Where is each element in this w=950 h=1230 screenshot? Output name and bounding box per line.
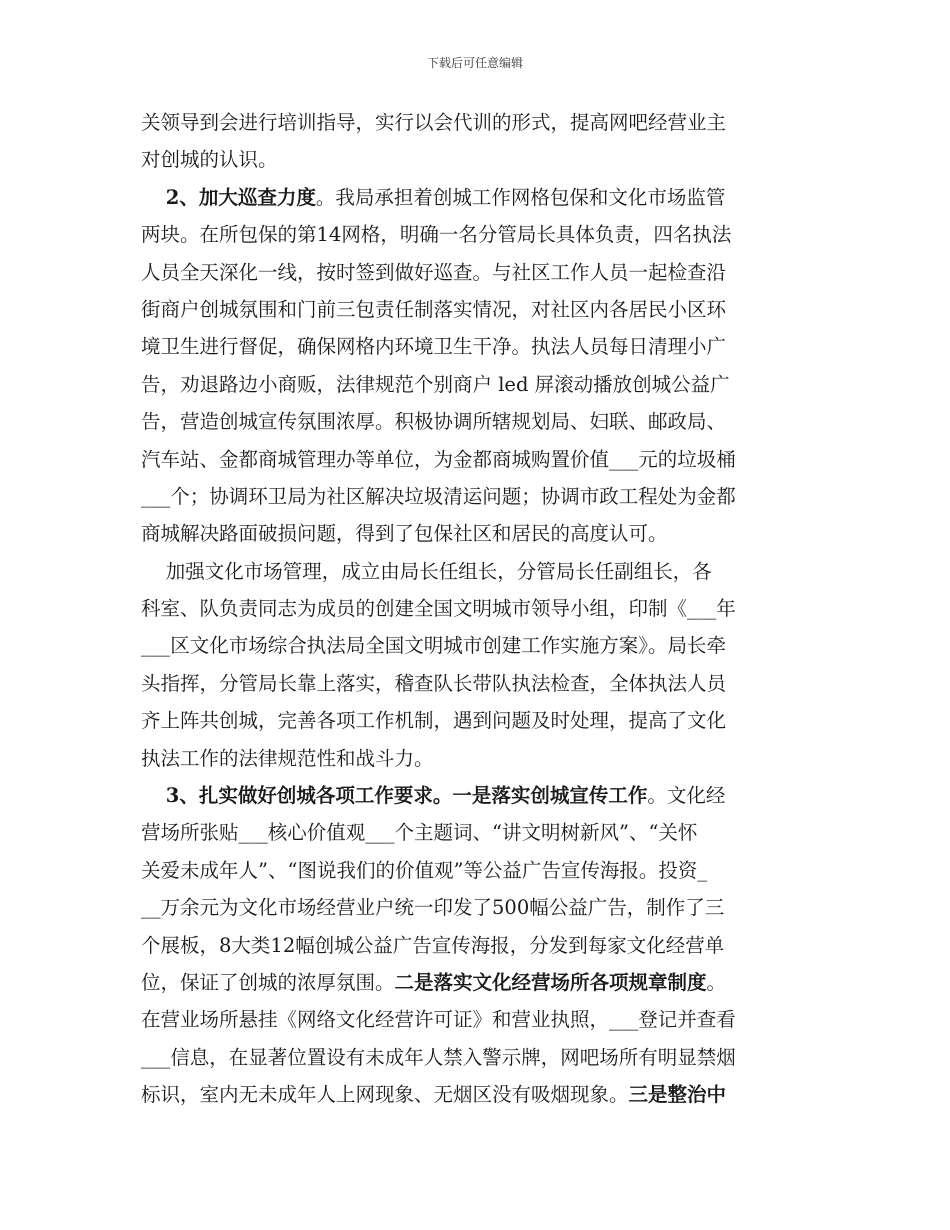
body-text: 。我局承担着创城工作网格包保和文化市场监管 xyxy=(315,185,726,209)
body-text: 齐上阵共创城，完善各项工作机制，遇到问题及时处理，提高了文化 xyxy=(141,709,727,733)
body-text: 标识，室内无未成年人上网现象、无烟区没有吸烟现象。 xyxy=(141,1083,629,1107)
body-text: 人员全天深化一线，按时签到做好巡查。与社区工作人员一起检查沿 xyxy=(141,260,727,284)
document-body xyxy=(141,104,811,1114)
bold-heading-text: 三是整治中 xyxy=(628,1083,727,1107)
body-text: 个展板，8大类12幅创城公益广告宣传海报，分发到每家文化经营单 xyxy=(141,933,725,957)
page-header: 下载后可任意编辑 xyxy=(426,56,523,70)
body-text: ___个；协调环卫局为社区解决垃圾清运问题；协调市政工程处为金都 xyxy=(141,484,736,508)
text-line xyxy=(141,366,811,403)
body-text: ___区文化市场综合执法局全国文明城市创建工作实施方案》。局长牵 xyxy=(141,634,727,658)
body-text: 街商户创城氛围和门前三包责任制落实情况，对社区内各居民小区环 xyxy=(141,297,727,321)
body-text xyxy=(141,784,166,807)
text-line xyxy=(141,665,811,702)
text-line xyxy=(141,964,811,1001)
body-text: 两块。在所包保的第14网格，明确一名分管局长具体负责，四名执法 xyxy=(141,223,732,247)
text-line xyxy=(141,627,811,664)
body-text: 科室、队负责同志为成员的创建全国文明城市领导小组，印制《___年 xyxy=(141,597,736,621)
text-line xyxy=(141,814,811,851)
text-line xyxy=(141,852,811,889)
body-text: 境卫生进行督促，确保网格内环境卫生干净。执法人员每日清理小广 xyxy=(141,335,727,359)
body-text: 商城解决路面破损问题，得到了包保社区和居民的高度认可。 xyxy=(141,522,668,546)
text-line xyxy=(141,590,811,627)
text-line xyxy=(141,1039,811,1076)
text-line xyxy=(141,403,811,440)
body-text: ___信息，在显著位置设有未成年人禁入警示牌，网吧场所有明显禁烟 xyxy=(141,1045,736,1069)
text-line xyxy=(141,927,811,964)
text-line xyxy=(141,777,811,814)
body-text: __万余元为文化市场经营业户统一印发了500幅公益广告，制作了三 xyxy=(141,896,725,920)
body-text: 汽车站、金都商城管理办等单位，为金都商城购置价值___元的垃圾桶 xyxy=(141,447,736,471)
text-line xyxy=(141,889,811,926)
text-line xyxy=(141,740,811,777)
bold-heading-text: 二是落实文化经营场所各项规章制度 xyxy=(394,970,707,994)
text-line xyxy=(141,291,811,328)
text-line xyxy=(141,553,811,590)
body-text: 头指挥，分管局长靠上落实，稽查队长带队执法检查，全体执法人员 xyxy=(141,671,727,695)
body-text: 告，劝退路边小商贩，法律规范个别商户 led 屏滚动播放创城公益广 xyxy=(141,372,730,396)
body-text: 关领导到会进行培训指导，实行以会代训的形式，提高网吧经营业主 xyxy=(141,111,727,134)
body-text: 在营业场所悬挂《网络文化经营许可证》和营业执照，___登记并查看 xyxy=(141,1008,736,1032)
text-line xyxy=(141,441,811,478)
body-text: 加强文化市场管理，成立由局长任组长，分管局长任副组长，各 xyxy=(141,559,712,583)
text-line xyxy=(141,216,811,253)
text-line xyxy=(141,179,811,216)
text-line xyxy=(141,1001,811,1038)
body-text: 营场所张贴___核心价值观___个主题词、“讲文明树新风”、“关怀 xyxy=(141,821,698,845)
body-text: 关爱未成年人”、“图说我们的价值观”等公益广告宣传海报。投资_ xyxy=(141,858,708,882)
body-text: 。 xyxy=(706,970,727,994)
text-line xyxy=(141,141,811,178)
text-line xyxy=(141,104,811,141)
body-text: 对创城的认识。 xyxy=(141,148,278,172)
text-line xyxy=(141,1076,811,1113)
body-text xyxy=(141,186,166,209)
text-line xyxy=(141,478,811,515)
body-text: 执法工作的法律规范性和战斗力。 xyxy=(141,746,434,770)
text-line xyxy=(141,328,811,365)
bold-heading-text: 3、扎实做好创城各项工作要求。一是落实创城宣传工作 xyxy=(165,784,648,808)
text-line xyxy=(141,515,811,552)
bold-heading-text: 2、加大巡查力度 xyxy=(165,185,316,209)
body-text: 位，保证了创城的浓厚氛围。 xyxy=(141,970,395,994)
body-text: 。文化经 xyxy=(647,784,726,808)
body-text: 告，营造创城宣传氛围浓厚。积极协调所辖规划局、妇联、邮政局、 xyxy=(141,410,727,434)
text-line xyxy=(141,254,811,291)
text-line xyxy=(141,702,811,739)
